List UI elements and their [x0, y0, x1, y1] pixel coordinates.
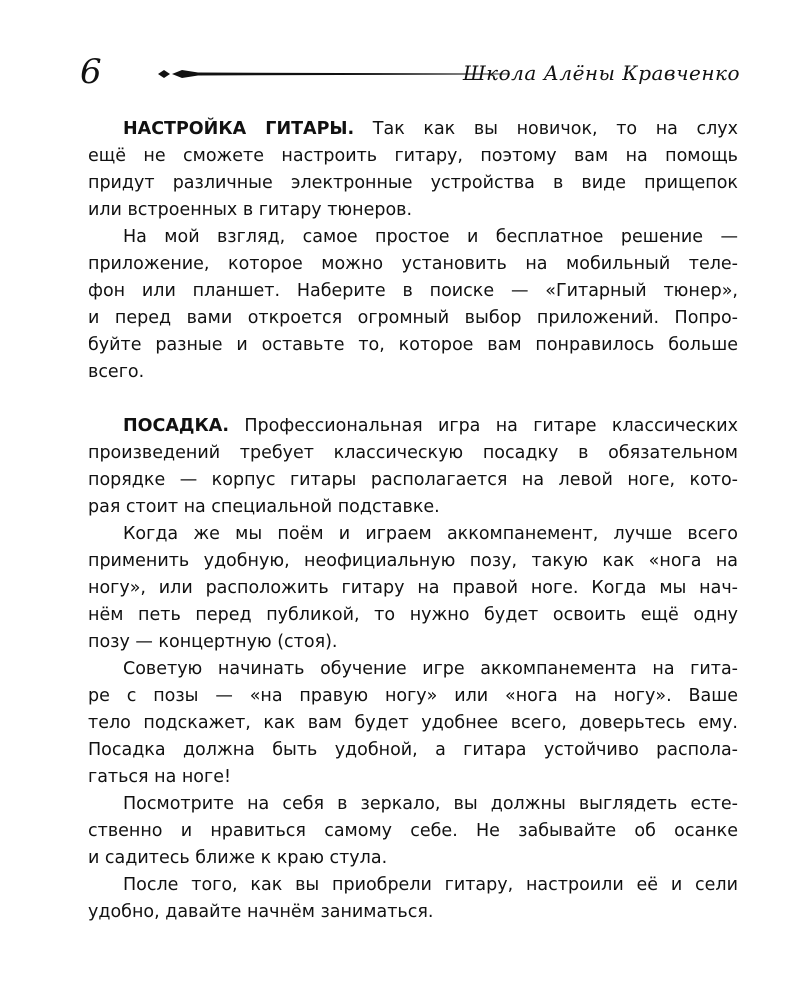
section-heading: ПОСАДКА. [123, 416, 229, 436]
section [88, 116, 738, 386]
text-line: Советую начинать обучение игре аккомпанемента на гита- [123, 659, 738, 679]
text-line: На мой взгляд, самое простое и бесплатное решение — [123, 227, 738, 247]
paragraph [88, 656, 738, 791]
text-line: нём петь перед публикой, то нужно будет освоить ещё одну [88, 605, 738, 625]
paragraph [88, 224, 738, 386]
text-line: ещё не сможете настроить гитару, поэтому вам на помощь [88, 146, 738, 166]
text-line: удобно, давайте начнём заниматься. [88, 902, 434, 922]
text-line: всего. [88, 362, 145, 382]
text-line: После того, как вы приобрели гитару, настроили её и сели [123, 875, 738, 895]
text-line: рая стоит на специальной подставке. [88, 497, 440, 517]
text-line: и перед вами откроется огромный выбор приложений. Попро- [88, 308, 738, 328]
running-title: Школа Алёны Кравченко [462, 61, 740, 85]
text-line: гаться на ноге! [88, 767, 231, 787]
paragraph [88, 791, 738, 872]
section-heading: НАСТРОЙКА ГИТАРЫ. [123, 119, 355, 139]
text-line: Когда же мы поём и играем аккомпанемент, лучше всего [123, 524, 738, 544]
paragraph [88, 413, 738, 521]
text-line: произведений требует классическую посадку в обязательном [88, 443, 738, 463]
text-line: Посмотрите на себя в зеркало, вы должны выглядеть есте- [123, 794, 738, 814]
paragraph [88, 116, 738, 224]
paragraph [88, 521, 738, 656]
text-line: Посадка должна быть удобной, а гитара устойчиво распола- [88, 740, 738, 760]
text-line: порядке — корпус гитары располагается на левой ноге, кото- [88, 470, 738, 490]
text-line: придут различные электронные устройства в виде прищепок [88, 173, 738, 193]
paragraph [88, 872, 738, 926]
page-header [80, 52, 740, 102]
text-line: приложение, которое можно установить на мобильный теле- [88, 254, 738, 274]
text-line: ственно и нравиться самому себе. Не забывайте об осанке [88, 821, 738, 841]
section-gap [88, 386, 738, 413]
text-line: ре с позы — «на правую ногу» или «нога на ногу». Ваше [88, 686, 738, 706]
text-line: и садитесь ближе к краю стула. [88, 848, 388, 868]
text-line: ногу», или расположить гитару на правой ноге. Когда мы нач- [88, 578, 738, 598]
page-number: 6 [80, 52, 102, 92]
text-line: применить удобную, неофициальную позу, такую как «нога на [88, 551, 738, 571]
section [88, 413, 738, 926]
text-line: буйте разные и оставьте то, которое вам понравилось больше [88, 335, 738, 355]
body-text [88, 116, 738, 926]
text-line: тело подскажет, как вам будет удобнее всего, доверьтесь ему. [88, 713, 738, 733]
text-line: НАСТРОЙКА ГИТАРЫ. Так как вы новичок, то на слух [123, 119, 738, 139]
text-line: или встроенных в гитару тюнеров. [88, 200, 413, 220]
text-line: ПОСАДКА. Профессиональная игра на гитаре классических [123, 416, 738, 436]
ornament-divider [158, 66, 508, 82]
text-line: фон или планшет. Наберите в поиске — «Гитарный тюнер», [88, 281, 738, 301]
text-line: позу — концертную (стоя). [88, 632, 338, 652]
